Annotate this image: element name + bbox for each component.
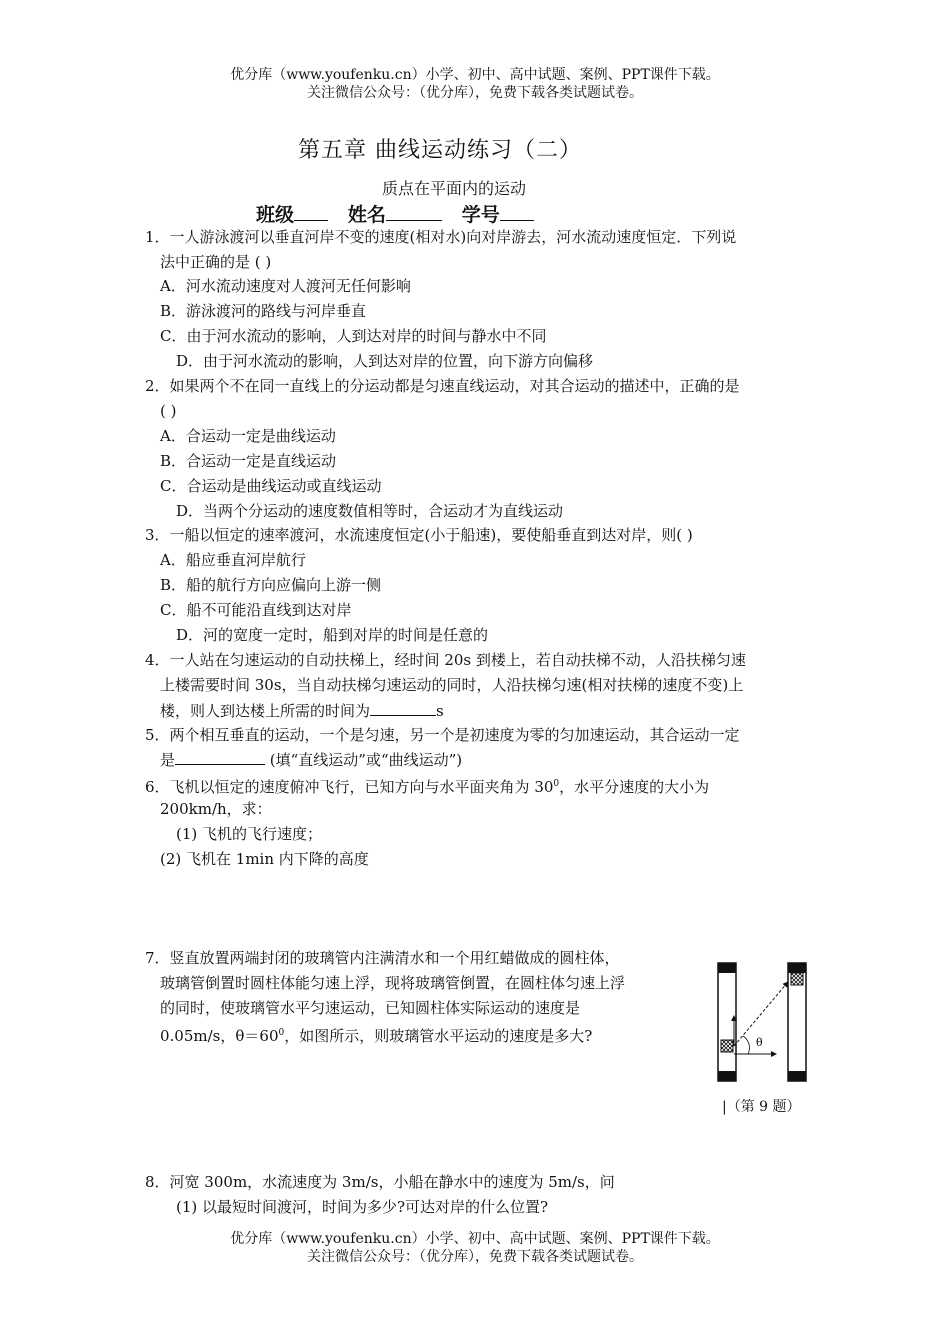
q2-option-d: D．当两个分运动的速度数值相等时，合运动才为直线运动 — [176, 502, 564, 520]
page-subtitle: 质点在平面内的运动 — [381, 179, 526, 198]
q4-unit: s — [436, 702, 444, 720]
theta-label: θ — [756, 1036, 763, 1049]
q3-option-a: A．船应垂直河岸航行 — [160, 551, 306, 569]
q5-hint: (填“直线运动”或“曲线运动”) — [265, 751, 463, 769]
q4-stem-3 — [160, 699, 444, 722]
q2-option-b: B．合运动一定是直线运动 — [160, 452, 337, 470]
q4-stem-1: 4．一人站在匀速运动的自动扶梯上，经时间 20s 到楼上，若自动扶梯不动，人沿扶梯匀速 — [145, 651, 746, 669]
q4-stem-2: 上楼需要时间 30s，当自动扶梯匀速运动的同时，人沿扶梯匀速(相对扶梯的速度不变)上 — [160, 676, 744, 694]
right-tube — [788, 963, 806, 1081]
q6-part-2: (2) 飞机在 1min 内下降的高度 — [160, 850, 369, 868]
q1-stem-1: 1．一人游泳渡河以垂直河岸不变的速度(相对水)向对岸游去，河水流动速度恒定．下列说 — [145, 228, 737, 246]
name-label: 姓名 — [347, 204, 386, 226]
q3-option-c: C．船不可能沿直线到达对岸 — [160, 601, 352, 619]
q3-option-b: B．船的航行方向应偏向上游一侧 — [160, 576, 382, 594]
theta-arc — [743, 1036, 749, 1054]
id-blank — [500, 200, 534, 221]
q7-stem-3: 的同时，使玻璃管水平匀速运动，已知圆柱体实际运动的速度是 — [160, 999, 581, 1017]
q6-stem-1 — [145, 773, 709, 798]
class-label: 班级 — [256, 204, 295, 226]
q1-option-d: D．由于河水流动的影响，人到达对岸的位置，向下游方向偏移 — [176, 352, 594, 370]
class-name-id-line — [256, 200, 534, 227]
id-label: 学号 — [461, 204, 500, 226]
q5-answer-blank — [175, 748, 265, 765]
q6-degree-sup: 0 — [553, 779, 560, 789]
right-wax-cylinder — [791, 973, 803, 985]
q5-stem-2 — [160, 748, 462, 771]
q1-option-c: C．由于河水流动的影响，人到达对岸的时间与静水中不同 — [160, 327, 547, 345]
glass-tube-figure — [712, 958, 812, 1086]
q6-stem-2: 200km/h，求： — [160, 800, 272, 818]
q8-stem-1: 8．河宽 300m，水流速度为 3m/s，小船在静水中的速度为 5m/s，问 — [145, 1173, 615, 1191]
q7-degree-sup: 0 — [278, 1028, 285, 1038]
q1-option-b: B．游泳渡河的路线与河岸垂直 — [160, 302, 367, 320]
q7-stem-4a: 0.05m/s，θ＝60 — [160, 1027, 279, 1045]
footer-line-2: 关注微信公众号：（优分库），免费下载各类试题试卷。 — [307, 1249, 643, 1265]
q7-stem-2: 玻璃管倒置时圆柱体能匀速上浮，现将玻璃管倒置，在圆柱体匀速上浮 — [160, 974, 626, 992]
figure-caption: |（第 9 题） — [722, 1099, 801, 1115]
q3-option-d: D．河的宽度一定时，船到对岸的时间是任意的 — [176, 626, 489, 644]
q1-option-a: A．河水流动速度对人渡河无任何影响 — [160, 277, 411, 295]
left-wax-cylinder — [721, 1040, 733, 1052]
left-tube — [718, 963, 736, 1081]
footer-line-1: 优分库（www.youfenku.cn）小学、初中、高中试题、案例、PPT课件下载。 — [230, 1231, 720, 1247]
q7-stem-4b: ，如图所示，则玻璃管水平运动的速度是多大? — [284, 1027, 593, 1045]
q6-stem-1b: ，水平分速度的大小为 — [559, 778, 710, 796]
q2-stem-2: ( ) — [160, 402, 177, 420]
name-blank — [386, 200, 442, 221]
q7-stem-1: 7．竖直放置两端封闭的玻璃管内注满清水和一个用红蜡做成的圆柱体， — [145, 949, 620, 967]
header-line-1: 优分库（www.youfenku.cn）小学、初中、高中试题、案例、PPT课件下载。 — [230, 67, 720, 83]
header-line-2: 关注微信公众号：（优分库），免费下载各类试题试卷。 — [307, 85, 643, 101]
q4-stem-3-text: 楼，则人到达楼上所需的时间为 — [160, 702, 371, 720]
q2-option-a: A．合运动一定是曲线运动 — [160, 427, 336, 445]
q2-option-c: C．合运动是曲线运动或直线运动 — [160, 477, 382, 495]
class-blank — [294, 200, 328, 221]
q3-stem-1: 3．一船以恒定的速率渡河，水流速度恒定(小于船速)，要使船垂直到达对岸，则( ) — [145, 526, 693, 544]
q1-stem-2: 法中正确的是 ( ) — [160, 253, 272, 271]
page-title: 第五章 曲线运动练习（二） — [298, 138, 582, 163]
q5-stem-2-text: 是 — [160, 751, 176, 769]
q7-stem-4 — [160, 1022, 592, 1047]
q4-answer-blank — [370, 699, 436, 716]
q5-stem-1: 5．两个相互垂直的运动，一个是匀速，另一个是初速度为零的匀加速运动，其合运动一定 — [145, 726, 740, 744]
q8-part-1: (1) 以最短时间渡河，时间为多少?可达对岸的什么位置? — [176, 1198, 549, 1216]
q6-stem-1a: 6．飞机以恒定的速度俯冲飞行，已知方向与水平面夹角为 30 — [145, 778, 554, 796]
q6-part-1: (1) 飞机的飞行速度； — [176, 825, 323, 843]
q2-stem-1: 2．如果两个不在同一直线上的分运动都是匀速直线运动，对其合运动的描述中，正确的是 — [145, 377, 740, 395]
